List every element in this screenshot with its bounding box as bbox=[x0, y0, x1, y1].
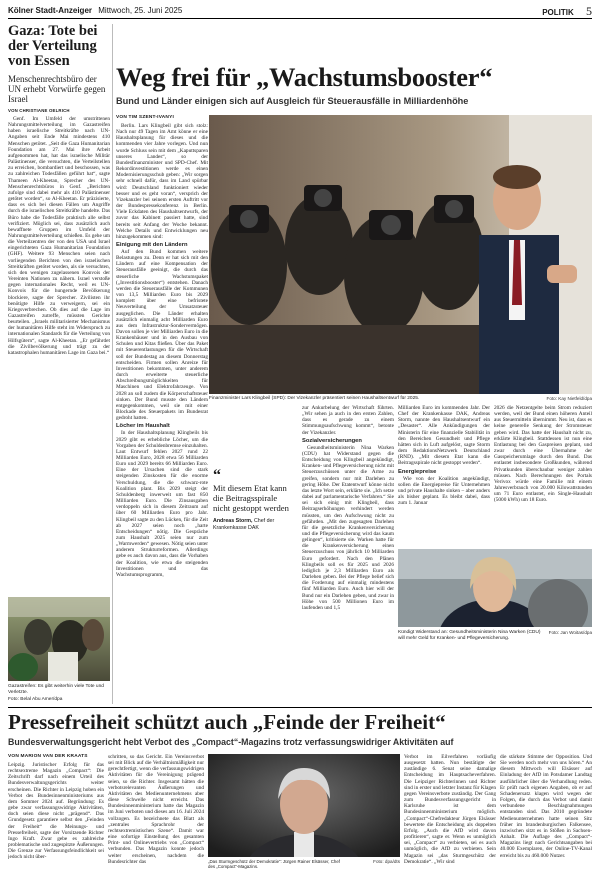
main-headline: Weg frei für „Wachstumsbooster“ bbox=[116, 62, 493, 92]
bottom-col5-text: die stärkste Stimme der Opposition. Und Sie werden noch mehr von uns hören.“ An diesem Mittwoch will Elsässer auf Einladung der AfD im Potsdamer Landtag ausführlicher über die Verhandlung reden. Er prüft nach eigenen Angaben, ob er auf Schadenersatz klagen wird wegen der Folgen, die durch das Verbot und damit verbundene Beschlagnahmungen entstanden sind. Das 2010 gegründete Medienunternehmen hatte seinen Sitz früher im brandenburgischen Falkensee, inzwischen sitzt es in Stößen in Sachsen-Anhalt. Die Auflage des „Compact“-Magazins liegt nach Gerichtsangaben bei 40.000 Exemplaren, der Online-TV-Kanal erreicht bis zu 460.000 Nutzer. bbox=[500, 754, 592, 859]
main-col3 bbox=[302, 405, 394, 633]
page-header bbox=[8, 3, 592, 19]
main-col1-body bbox=[116, 123, 208, 643]
main-col3-text: zur Ankurbelung der Wirtschaft führten. „Wir sehen ja auch in den ersten Zahlen, dass es gerade zu einem Stimmungsaufschwung kommt“, betonte der Vizekanzler. bbox=[302, 405, 394, 436]
main-author: VON TIM SZENT-IVANYI bbox=[116, 115, 175, 120]
elsaesser-credit: Foto: dpa/dts bbox=[373, 859, 400, 864]
main-subheading-1: Einigung mit den Ländern bbox=[116, 241, 188, 248]
bottom-col1-body bbox=[8, 762, 104, 870]
gaza-credit: Foto: Belal Abu Amer/dpa bbox=[8, 697, 63, 702]
main-col3-text-b: Gesundheitsministerin Nina Warken (CDU) hat Widerstand gegen die Entscheidung von Klingbeil angekündigt, Kranken- und Pflegeversicherung nicht mit Steuerzuschüssen unter die Arme zu greifen, sondern nur mit Darlehen zu gering Höhe. Der Etatentwurf könne nicht das letzte Wort sein, erklärte sie. „Ich setze dabei auf parlamentarische Verfahren.“ Sie sei sich einig mit Klingbeil, dass Beitragserhöhungen verhindert werden müssten, um den Aufschwung nicht zu gefährden. „Mit den zugesagten Darlehen für die gesetzliche Krankenversicherung und die Pflegeversicherung wird das kaum gelingen“, kritisierte sie. Warken hatte für die Krankenversicherung einen Steuerzuschuss von jährlich 10 Milliarden Euro gefordert. Nach den Plänen Klingbeils soll es für 2025 und 2026 lediglich je 2,3 Milliarden Euro als Darlehen geben. Bei der Pflege belief sich die Forderung auf einmalig mindestens fünf Milliarden Euro. Auch hier will der Bund nur ein Darlehen geben, und zwar in Höhe von 500 Millionen Euro im laufenden und 1,5 bbox=[302, 444, 394, 611]
warken-photo bbox=[398, 549, 592, 627]
left-body-text: Genf. Im Umfeld der umstrittenen Nahrungsmittelverteilung im Gazastreifen haben israelische Streitkräfte nach UN-Angaben seit Ende Mai mindestens 410 Menschen getötet. „Seit die Gaza Humanitarian Foundation am 27. Mai ihre Arbeit aufgenommen hat, hat das israelische Militär Palästinenser, die versuchten, die Verteilstellen zu erreichen, bombardiert und beschossen, was zu zahlreichen Todesfällen geführt hat“, sagte Thameen Al-Kheetan, Sprecher des UN-Menschenrechtsbüros in Genf. „Berichten zufolge sind dabei mehr als 410 Palästinenser getötet worden“, so Al-Kheetan. Er präzisierte, dass es sich bei diesen Fällen um Angriffe durch die israelischen Streitkräfte handelte. Das Büro habe die Todesfälle praktisch alle selbst verifiziert. Möglich sei, dass zusätzlich auch bewaffnete Gruppen im Umfeld der Nahrungsmittelverteilung schießen. Es gehe um die Verteilzentren der von den USA und Israel eingerichteten Gaza Humanitarian Foundation (GHF). Weitere 93 Menschen seien nach vorliegenden Berichten von den israelischen Streitkräften getötet worden, als sie versuchten, sich den wenigen zugelassenen Konvois der Vereinten Nationen zu nähern. Israel verstoße gegen internationales Recht, weil es UN-Konvois für die hungernde Bevölkerung blockiere, sagte der Sprecher. Zivilisten ihr benötigte Hilfe zu verweigern, sei ein Kriegsverbrechen. Ob dies auf die Lage im Gazastreifen zutreffe, müssten Gerichte beurteilen. „Israels militarisierter Mechanismus der humanitären Hilfe steht im Widerspruch zu internationalen Standards für die Verteilung von Hilfsgütern“, sagte Al-Kheetan. „Er gefährdet die Zivilbevölkerung und trägt zu der katastrophalen humanitären Lage im Gaza bei.“ bbox=[8, 116, 110, 356]
quote-role: Chef der Krankenkasse DAK bbox=[213, 518, 275, 531]
quote-block bbox=[213, 408, 295, 531]
bottom-col4-text: Verbot im Eilverfahren vorläufig ausgesetzt hatten. Nun bestätigte der zuständige 6. Senat seine damalige Entscheidung im Hauptsacheverfahren. Die Leipziger Richterinnen und Richter sind in erster und letzter Instanz für Klagen gegen Vereinsverbote zuständig. Der Gang zum Bundesverfassungsgericht in Karlsruhe ist dem Bundesinnenministerium möglich. „Compact“-Chefredakteur Jürgen Elsässer bewertete die Entscheidung als doppelten Erfolg. „Auch die AfD wird davon profitieren“, sagte er. Wenn es unmöglich sei, „Compact“ zu verbieten, sei es auch unmöglich, die AfD zu verbieten. Sein Magazin sei „das Sturmgeschütz der Demokratie“. „Wir sind bbox=[404, 754, 496, 865]
bottom-col5 bbox=[500, 754, 592, 870]
bottom-col1-text: Leipzig. Juristischer Erfolg für das rechtsextreme Magazin „Compact“: Die Zeitschrift darf nach einem Urteil des Bundesverwaltungsgerichts weiter erscheinen. Die Richter in Leipzig hoben ein Verbot des Bundesinnenministeriums aus dem Sommer 2024 auf. Begründung: Es gebe zwar verfassungswidrige Aktivitäten, doch seien diese nicht „prägend“. Das Grundgesetz garantiere selbst den „Feinden der Freiheit“ die Meinungs- und Pressefreiheit, sagte der Vorsitzende Richter Ingo Kraft. Zwar gebe es zahlreiche problematische und zugespitzte Äußerungen. Die Grenze zur Verfassungsfeindlichkeit sei jedoch nicht über- bbox=[8, 762, 104, 861]
main-col1-text-a: Berlin. Lars Klingbeil gibt sich stolz: Nach nur 49 Tagen im Amt könne er eine Haushaltsplanung für dieses und die kommenden vier Jahre vorlegen. Und nun wurde Schluss sein mit dem „Kaputtsparen unseres Landes“, so der Bundesfinanzminister und SPD-Chef. Mit Rekordinvestitionen werde es einen Modernisierungsschub geben: „Wir sorgen sehr schnell dafür, dass im Land spürbar wird: Deutschland funktioniert wieder besser und es geht voran“, versprich der Vizekanzler bei seinem ersten Auftritt vor der Bundespressekonferenz in Berlin. Viele Eckdaten des Haushaltsentwurfs, der zuvor das Kabinett passiert hatte, sind bereits seit Anfang der Woche bekannt. Welche Details und Entwicklungen neu hinzugekommen sind: bbox=[116, 123, 208, 240]
quote-author: Andreas Storm, bbox=[213, 518, 253, 524]
main-subheading-4: Energiepreise bbox=[398, 468, 437, 475]
quote-mark: “ bbox=[213, 467, 221, 484]
left-headline: Gaza: Tote bei der Verteilung von Essen bbox=[8, 23, 98, 69]
main-col1-text-b: Auf den Bund kommen weitere Belastungen zu. Denn er hat sich mit den Ländern auf eine Kompensation der Steuerausfälle geeinigt, die durch das steuerliche Wachstumspaket („Investitionsbooster“) entstehen. Danach werden die Steuerausfälle der Kommunen von 13,5 Milliarden Euro bis 2029 komplett über eine befristete Neuverteilung der Umsatzsteuer ausgeglichen. Die Länder erhalten zusätzlich einmalig acht Milliarden Euro aus dem Infrastruktur-Sondervermögen. Davon sollen je vier Milliarden Euro in die Krankenhäuser und in den Ausbau von Schulen und Kitas fließen. Über das Paket mit Steuerentlastungen für die Wirtschaft soll der Bundestag an diesem Donnerstag entscheiden. Firmen sollen Anreize für Investitionen bekommen, unter anderem durch erweiterte steuerliche Abschreibungsmöglichkeiten für Maschinen und Elektrofahrzeuge. Von 2028 an soll zudem die Körperschaftsteuer sinken. Der Bund musste den Ländern entgegenkommen, weil sie mit einer Blockade des Steuerpakets im Bundesrat gedroht hatten. bbox=[116, 248, 208, 422]
klingbeil-caption: Finanzminister Lars Klingbeil (SPD): Der Vizekanzler präsentiert seinen Haushaltsentwurf für 2025. bbox=[209, 396, 420, 401]
warken-photo-image bbox=[398, 549, 592, 627]
gaza-caption: Gazastreifen: Es gibt weiterhin viele Tote und Verletzte. bbox=[8, 684, 104, 695]
main-col5-text: 2026 die Netzentgelte beim Strom reduziert werden, weil der Bund einen höheren Anteil aus Steuermitteln übernimmt. Neu ist, dass es keine generelle Senkung der Stromsteuer geben wird. Das hatte der Haushalt nicht zu, erklärte Klingbeil. Stattdessen ist nun eine Entlastung bei den Gaspreisen geplant, und zwar durch eine Übernahme der Gasspeicherumlage durch den Bund. Das entlastet insbesondere Großkunden, während Privatkunden überschaubar weniger zahlen müssen. Nach Berechnungen des Portals Verivox würde eine Familie mit einem Jahresverbrauch von 20.000 Kilowattstunden um 71 Euro entlastet, ein Single-Haushalt (5000 kWh) um 18 Euro. bbox=[494, 405, 592, 504]
left-author: VON CHRISTIANE OELRICH bbox=[8, 108, 70, 113]
main-col1-text-c: In der Haushaltsplanung Klingbeils bis 2029 gibt es erhebliche Löcher, um die Vorgaben der Schuldenbremse einzuhalten. Laut Entwurf fehlen 2027 rund 22 Milliarden Euro, 2028 etwa 56 Milliarden Euro und 2029 bereits 66 Milliarden Euro. Eine der Ursachen sind die stark steigenden Zinskosten für die enorme Verschuldung, die die schwarz-rote Koalition plant. Bis 2029 steigt der Schuldenberg inwerweit um fast 850 Milliarden Euro. Die Zinsausgaben verdoppeln sich in diesem Zeitraum auf über 60 Milliarden Euro pro Jahr. Klingbeil sagte zu den Lücken, für die Zeit ab 2027 seien noch „harte Entscheidungen“ nötig. Die Gespräche zum Haushalt 2025 seien nur zum „Warmwerden“ gewesen. Nötig seien unter anderem Strukturreformen. Allerdings gebe es auch davon aus, dass die Vorhaben der Koalition, wie etwa die steigenden Investitionen und das Wachstumsprogramm, bbox=[116, 430, 208, 578]
main-col4 bbox=[398, 405, 490, 545]
bottom-author: VON MARION VAN DER KRAATS bbox=[8, 754, 88, 759]
page-number: 5 bbox=[586, 4, 592, 18]
klingbeil-credit: Foto: Kay Nietfeld/dpa bbox=[546, 396, 592, 401]
main-col4-text: Milliarden Euro im kommenden Jahr. Der Chef der Krankenkasse DAK, Andreas Storm, nannte den Haushaltsentwurf ein „Desaster“. Alle Ankündigungen der Ministerin für eine finanzielle Stabilität in den Bereichen Gesundheit und Pflege hätten sich in Luft aufgelöst, sagte Storm dem RedaktionsNetzwerk Deutschland (RND). „Mit diesem Etat kann die Beitragsspirale nicht gestoppt werden“. bbox=[398, 405, 490, 467]
quote-attribution bbox=[213, 518, 295, 531]
header-right bbox=[542, 3, 592, 21]
elsaesser-photo-image bbox=[208, 754, 400, 857]
publication-name: Kölner Stadt-Anzeiger bbox=[8, 6, 93, 15]
section-name: POLITIK bbox=[542, 8, 574, 17]
main-subhead: Bund und Länder einigen sich auf Ausgleich für Steuerausfälle in Milliardenhöhe bbox=[116, 96, 469, 106]
main-col4-text-b: Wie von der Koalition angekündigt, sollen die Energiepreise für Unternehmen und private Haushalte sinken – aber anders als bisher geplant. Es bleibt dabei, dass zum 1. Januar bbox=[398, 475, 490, 507]
left-body bbox=[8, 116, 110, 530]
bottom-col2 bbox=[108, 754, 204, 870]
bottom-col2-text: schritten, so das Gericht. Ein Vereinsverbot sei mit Blick auf die Verhältnismäßigkeit nur gerechtfertigt, wenn die verfassungswidrigen Aktivitäten für die Vereinigung prägend seien, so die Richter. Insgesamt hätten die verbotsrelevanten Äußerungen und Aktivitäten des Medienunternehmens aber diese Schwelle nicht erreicht. Das Bundesinnenministerium hatte das Magazin im Juni verboten und dieses am 16. Juli 2024 vollzogen. Es bezeichnete das Blatt als „zentrales Sprachrohr der rechtsextremistischen Szene“. Damit war eine sofortige Einstellung des gesamten Print- und Onlinevertriebs von „Compact“ verbunden. Das Magazin konnte jedoch weiter erscheinen, nachdem die Bundesrichter das bbox=[108, 754, 204, 865]
quote-text: Mit diesem Etat kann die Beitragsspirale nicht gestoppt werden bbox=[213, 483, 289, 513]
bottom-headline: Pressefreiheit schützt auch „Feinde der Freiheit“ bbox=[8, 710, 446, 734]
main-subheading-3: Sozialversicherungen bbox=[302, 437, 362, 444]
main-col1 bbox=[116, 115, 208, 643]
gaza-photo-image bbox=[8, 597, 110, 681]
left-subhead: Menschenrechtsbüro der UN erhebt Vorwürfe gegen Israel bbox=[8, 74, 106, 104]
left-article bbox=[8, 24, 110, 530]
elsaesser-caption: „Das Sturmgeschütz der Demokratie“: Jürgen Rainer Elsässer, Chef des „Compact“-Magazins. bbox=[208, 859, 341, 869]
bottom-col4 bbox=[404, 754, 496, 870]
warken-credit: Foto: Jan Woitas/dpa bbox=[548, 630, 592, 635]
gaza-photo bbox=[8, 597, 110, 681]
main-col5 bbox=[494, 405, 592, 545]
klingbeil-photo bbox=[209, 115, 592, 394]
elsaesser-photo bbox=[208, 754, 400, 857]
issue-date: Mittwoch, 25. Juni 2025 bbox=[98, 6, 183, 15]
main-subheading-2: Löcher im Haushalt bbox=[116, 423, 170, 430]
warken-caption: Kündigt Widerstand an: Gesundheitsministerin Nina Warken (CDU) will mehr Geld für Kranken- und Pflegeversicherung. bbox=[398, 630, 541, 641]
bottom-col1 bbox=[8, 754, 104, 870]
bottom-subhead: Bundesverwaltungsgericht hebt Verbot des „Compact“-Magazins trotz verfassungswidriger Aktivitäten auf bbox=[8, 737, 454, 747]
klingbeil-photo-image bbox=[209, 115, 592, 394]
